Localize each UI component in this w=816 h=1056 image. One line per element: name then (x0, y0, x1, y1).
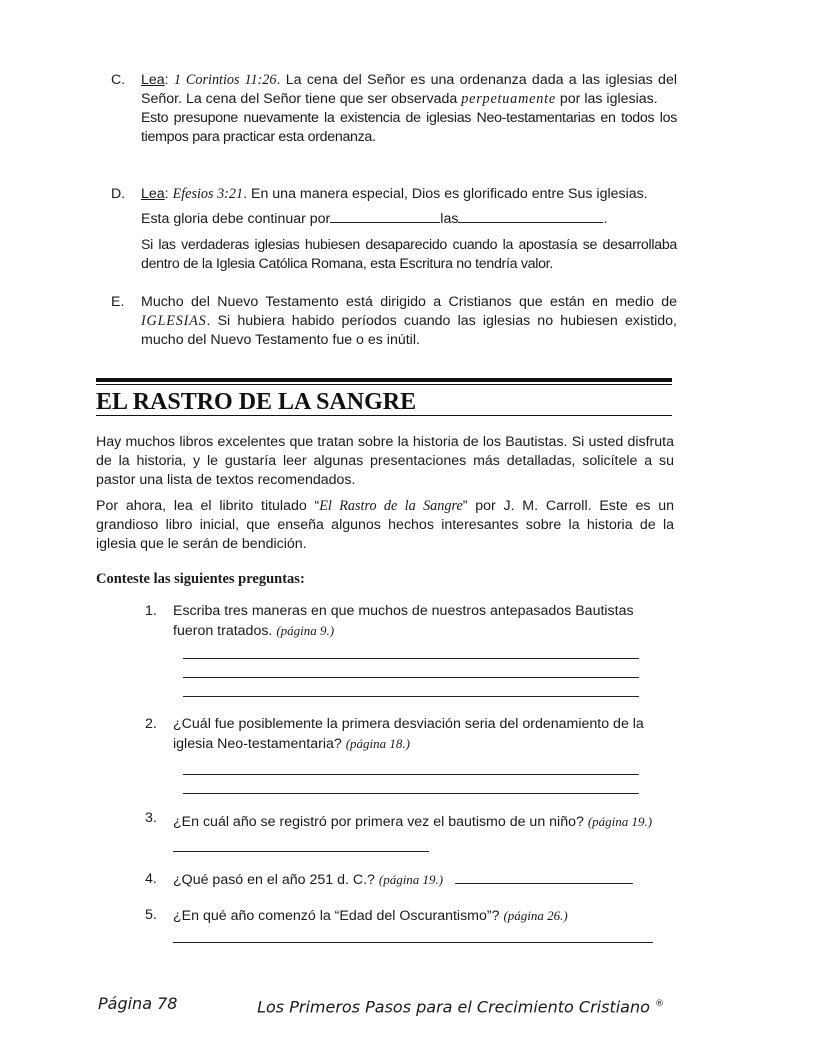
answer-line[interactable] (183, 793, 639, 794)
blank-line-1[interactable] (330, 210, 440, 223)
question-2 (145, 715, 675, 754)
item-d-lea: Lea (141, 186, 165, 202)
item-c-reference: 1 Corintios 11:26 (173, 72, 277, 88)
book-title: El Rastro de la Sangre (319, 498, 463, 514)
section-title: EL RASTRO DE LA SANGRE (96, 389, 672, 416)
item-d (111, 185, 677, 274)
question-text: ¿Cuál fue posiblemente la primera desviación seria del ordenamiento de la iglesia Neo-testamentaria? (página 18.) (173, 716, 644, 752)
item-c-letter: C. (111, 72, 126, 88)
question-number: 2. (145, 716, 157, 732)
question-text: ¿En cuál año se registró por primera vez el bautismo de un niño? (página 19.) (173, 809, 675, 861)
registered-mark: ® (655, 999, 664, 1009)
page-reference: (página 19.) (587, 814, 653, 829)
book-title-footer: Los Primeros Pasos para el Crecimiento Cristiano ® (257, 997, 664, 1017)
instruction-heading: Conteste las siguientes preguntas: (96, 571, 305, 587)
answer-blank[interactable] (173, 839, 429, 852)
item-c-perpetuamente: perpetuamente (461, 91, 556, 107)
item-d-reference: Efesios 3:21 (172, 186, 244, 202)
blank-line-2[interactable] (458, 210, 603, 223)
answer-line[interactable] (183, 696, 639, 697)
answer-line[interactable] (183, 677, 639, 678)
question-text: ¿Qué pasó en el año 251 d. C.? (página 19.) (173, 870, 675, 890)
intro-paragraph: Hay muchos libros excelentes que tratan sobre la historia de los Bautistas. Si usted disfruta de la historia, y le gustaría leer algunas presentaciones más detalladas, solicítele a su pastor una lista de textos recomendados. (96, 434, 674, 488)
question-number: 3. (145, 810, 157, 826)
question-3 (145, 809, 675, 861)
question-4 (145, 870, 675, 890)
section-rule-thick (96, 378, 672, 382)
item-c (111, 71, 677, 147)
item-e-letter: E. (111, 294, 125, 310)
page-reference: (página 26.) (503, 908, 568, 923)
section-rule-thin (96, 384, 672, 385)
question-number: 5. (145, 907, 157, 923)
item-d-note: Si las verdaderas iglesias hubiesen desaparecido cuando la apostasía se desarrollaba dentro de la Iglesia Católica Romana, esta Escritura no tendría valor. (141, 237, 677, 272)
answer-line[interactable] (173, 942, 653, 943)
item-e-iglesias: IGLESIAS (141, 313, 207, 329)
question-text: ¿En qué año comenzó la “Edad del Oscurantismo”? (página 26.) (173, 908, 568, 924)
item-e-paragraph: Mucho del Nuevo Testamento está dirigido a Cristianos que están en medio de IGLESIAS. Si hubiera habido períodos cuando las iglesias no hubiesen existido, mucho del Nuevo Testamento fue o es inútil. (141, 294, 677, 348)
item-c-note: Esto presupone nuevamente la existencia de iglesias Neo-testamentarias en todos los tiempos para practicar esta ordenanza. (141, 110, 677, 145)
answer-line[interactable] (183, 658, 639, 659)
item-d-paragraph: Lea: Efesios 3:21. En una manera especial, Dios es glorificado entre Sus iglesias. (141, 186, 648, 202)
item-d-letter: D. (111, 186, 126, 202)
question-number: 1. (145, 603, 157, 619)
item-d-fill-in: Esta gloria debe continuar por las . (141, 211, 608, 227)
question-number: 4. (145, 871, 157, 887)
answer-blank[interactable] (455, 871, 633, 884)
page-reference: (página 18.) (345, 736, 410, 751)
page-reference: (página 9.) (276, 623, 335, 638)
answer-line[interactable] (183, 774, 639, 775)
question-text: Escriba tres maneras en que muchos de nuestros antepasados Bautistas fueron tratados. (página 9.) (173, 603, 634, 639)
item-e (111, 293, 677, 350)
question-1 (145, 602, 675, 641)
item-c-lea: Lea (141, 72, 165, 88)
page-reference: (página 19.) (378, 872, 444, 887)
page-number: Página 78 (98, 994, 178, 1013)
page-footer (98, 993, 678, 1017)
item-c-paragraph: Lea: 1 Corintios 11:26. La cena del Señor es una ordenanza dada a las iglesias del Señor. La cena del Señor tiene que ser observada perpetuamente por las iglesias. (141, 72, 677, 107)
question-5 (145, 906, 675, 926)
book-paragraph: Por ahora, lea el librito titulado “El Rastro de la Sangre” por J. M. Carroll. Este es un grandioso libro inicial, que enseña algunos hechos interesantes sobre la historia de la iglesia que le serán de bendición. (96, 498, 675, 552)
